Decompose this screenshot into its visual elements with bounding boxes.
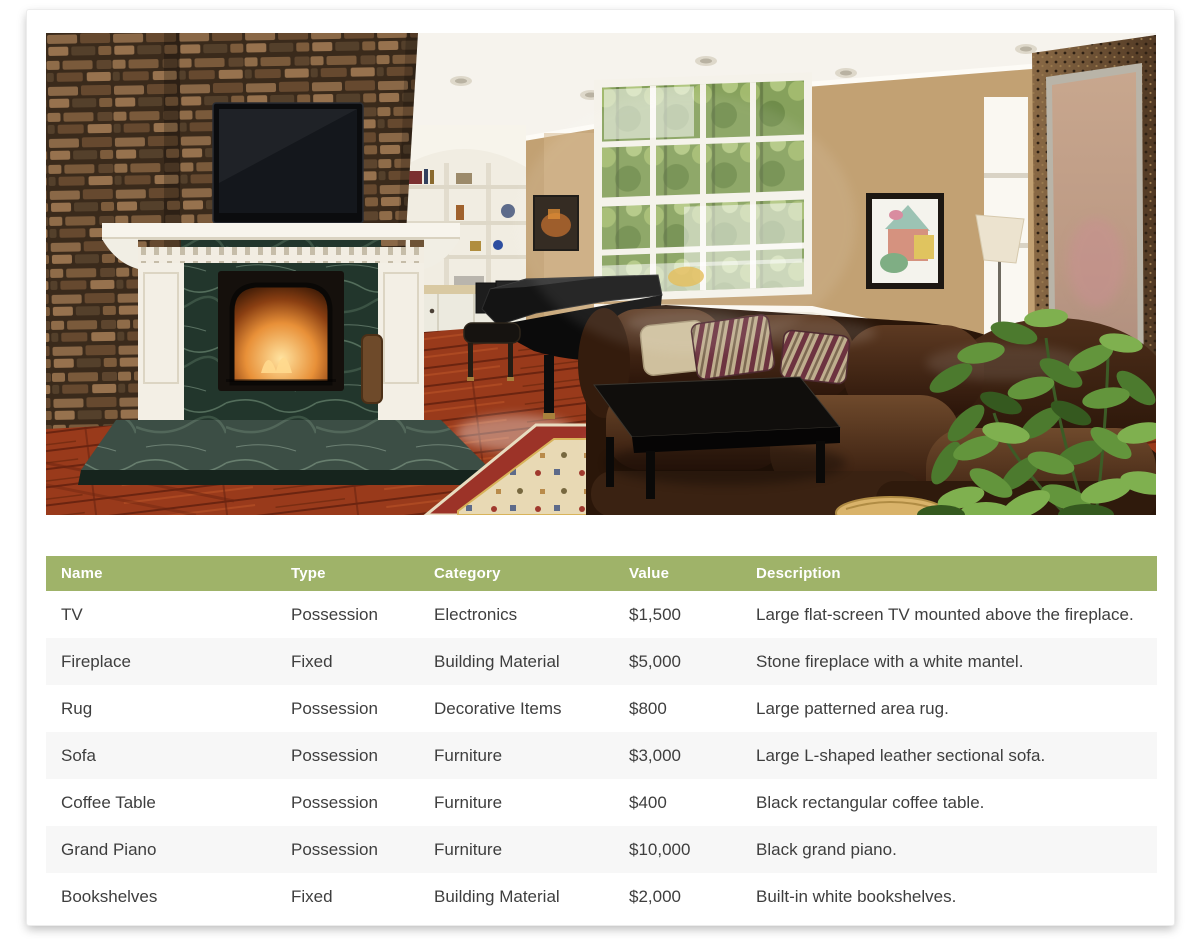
living-room-scene bbox=[46, 33, 1156, 515]
table-cell: $3,000 bbox=[614, 732, 741, 779]
table-body bbox=[46, 591, 1157, 920]
content-card bbox=[27, 10, 1174, 925]
table-cell: Grand Piano bbox=[46, 826, 276, 873]
firebox bbox=[218, 271, 344, 391]
column-header-type: Type bbox=[276, 556, 419, 591]
table-cell: Large patterned area rug. bbox=[741, 685, 1157, 732]
table-row bbox=[46, 591, 1157, 638]
table-cell: $400 bbox=[614, 779, 741, 826]
carved-vase bbox=[362, 335, 382, 403]
table-cell: Fixed bbox=[276, 638, 419, 685]
table-cell: Building Material bbox=[419, 638, 614, 685]
table-cell: Furniture bbox=[419, 732, 614, 779]
wall-art-watercolor bbox=[866, 193, 944, 289]
table-cell: $10,000 bbox=[614, 826, 741, 873]
table-row bbox=[46, 826, 1157, 873]
table-header bbox=[46, 556, 1157, 591]
sunlight-wash bbox=[516, 93, 856, 353]
table-cell: Building Material bbox=[419, 873, 614, 920]
table-cell: Decorative Items bbox=[419, 685, 614, 732]
table-cell: Furniture bbox=[419, 779, 614, 826]
table-cell: Fireplace bbox=[46, 638, 276, 685]
table-cell: Black rectangular coffee table. bbox=[741, 779, 1157, 826]
column-header-category: Category bbox=[419, 556, 614, 591]
table-cell: Possession bbox=[276, 826, 419, 873]
table-cell: $5,000 bbox=[614, 638, 741, 685]
table-cell: Built-in white bookshelves. bbox=[741, 873, 1157, 920]
table-cell: Stone fireplace with a white mantel. bbox=[741, 638, 1157, 685]
column-header-name: Name bbox=[46, 556, 276, 591]
table-cell: Electronics bbox=[419, 591, 614, 638]
column-header-value: Value bbox=[614, 556, 741, 591]
table-cell: $800 bbox=[614, 685, 741, 732]
table-cell: Possession bbox=[276, 591, 419, 638]
table-cell: Possession bbox=[276, 685, 419, 732]
table-header-row bbox=[46, 556, 1157, 591]
table-cell: Black grand piano. bbox=[741, 826, 1157, 873]
table-cell: Large flat-screen TV mounted above the fireplace. bbox=[741, 591, 1157, 638]
hearth bbox=[78, 420, 494, 485]
table-cell: Fixed bbox=[276, 873, 419, 920]
table-row bbox=[46, 873, 1157, 920]
table-cell: Possession bbox=[276, 732, 419, 779]
table-row bbox=[46, 685, 1157, 732]
table-cell: Furniture bbox=[419, 826, 614, 873]
table-cell: $2,000 bbox=[614, 873, 741, 920]
table-cell: Sofa bbox=[46, 732, 276, 779]
table-row bbox=[46, 638, 1157, 685]
inventory-table bbox=[46, 556, 1157, 920]
table-cell: Bookshelves bbox=[46, 873, 276, 920]
tv bbox=[213, 103, 363, 228]
table-cell: Possession bbox=[276, 779, 419, 826]
table-cell: Rug bbox=[46, 685, 276, 732]
column-header-description: Description bbox=[741, 556, 1157, 591]
table-cell: $1,500 bbox=[614, 591, 741, 638]
living-room-photo bbox=[46, 33, 1156, 515]
table-cell: Coffee Table bbox=[46, 779, 276, 826]
table-cell: Large L-shaped leather sectional sofa. bbox=[741, 732, 1157, 779]
table-row bbox=[46, 732, 1157, 779]
table-cell: TV bbox=[46, 591, 276, 638]
table-row bbox=[46, 779, 1157, 826]
